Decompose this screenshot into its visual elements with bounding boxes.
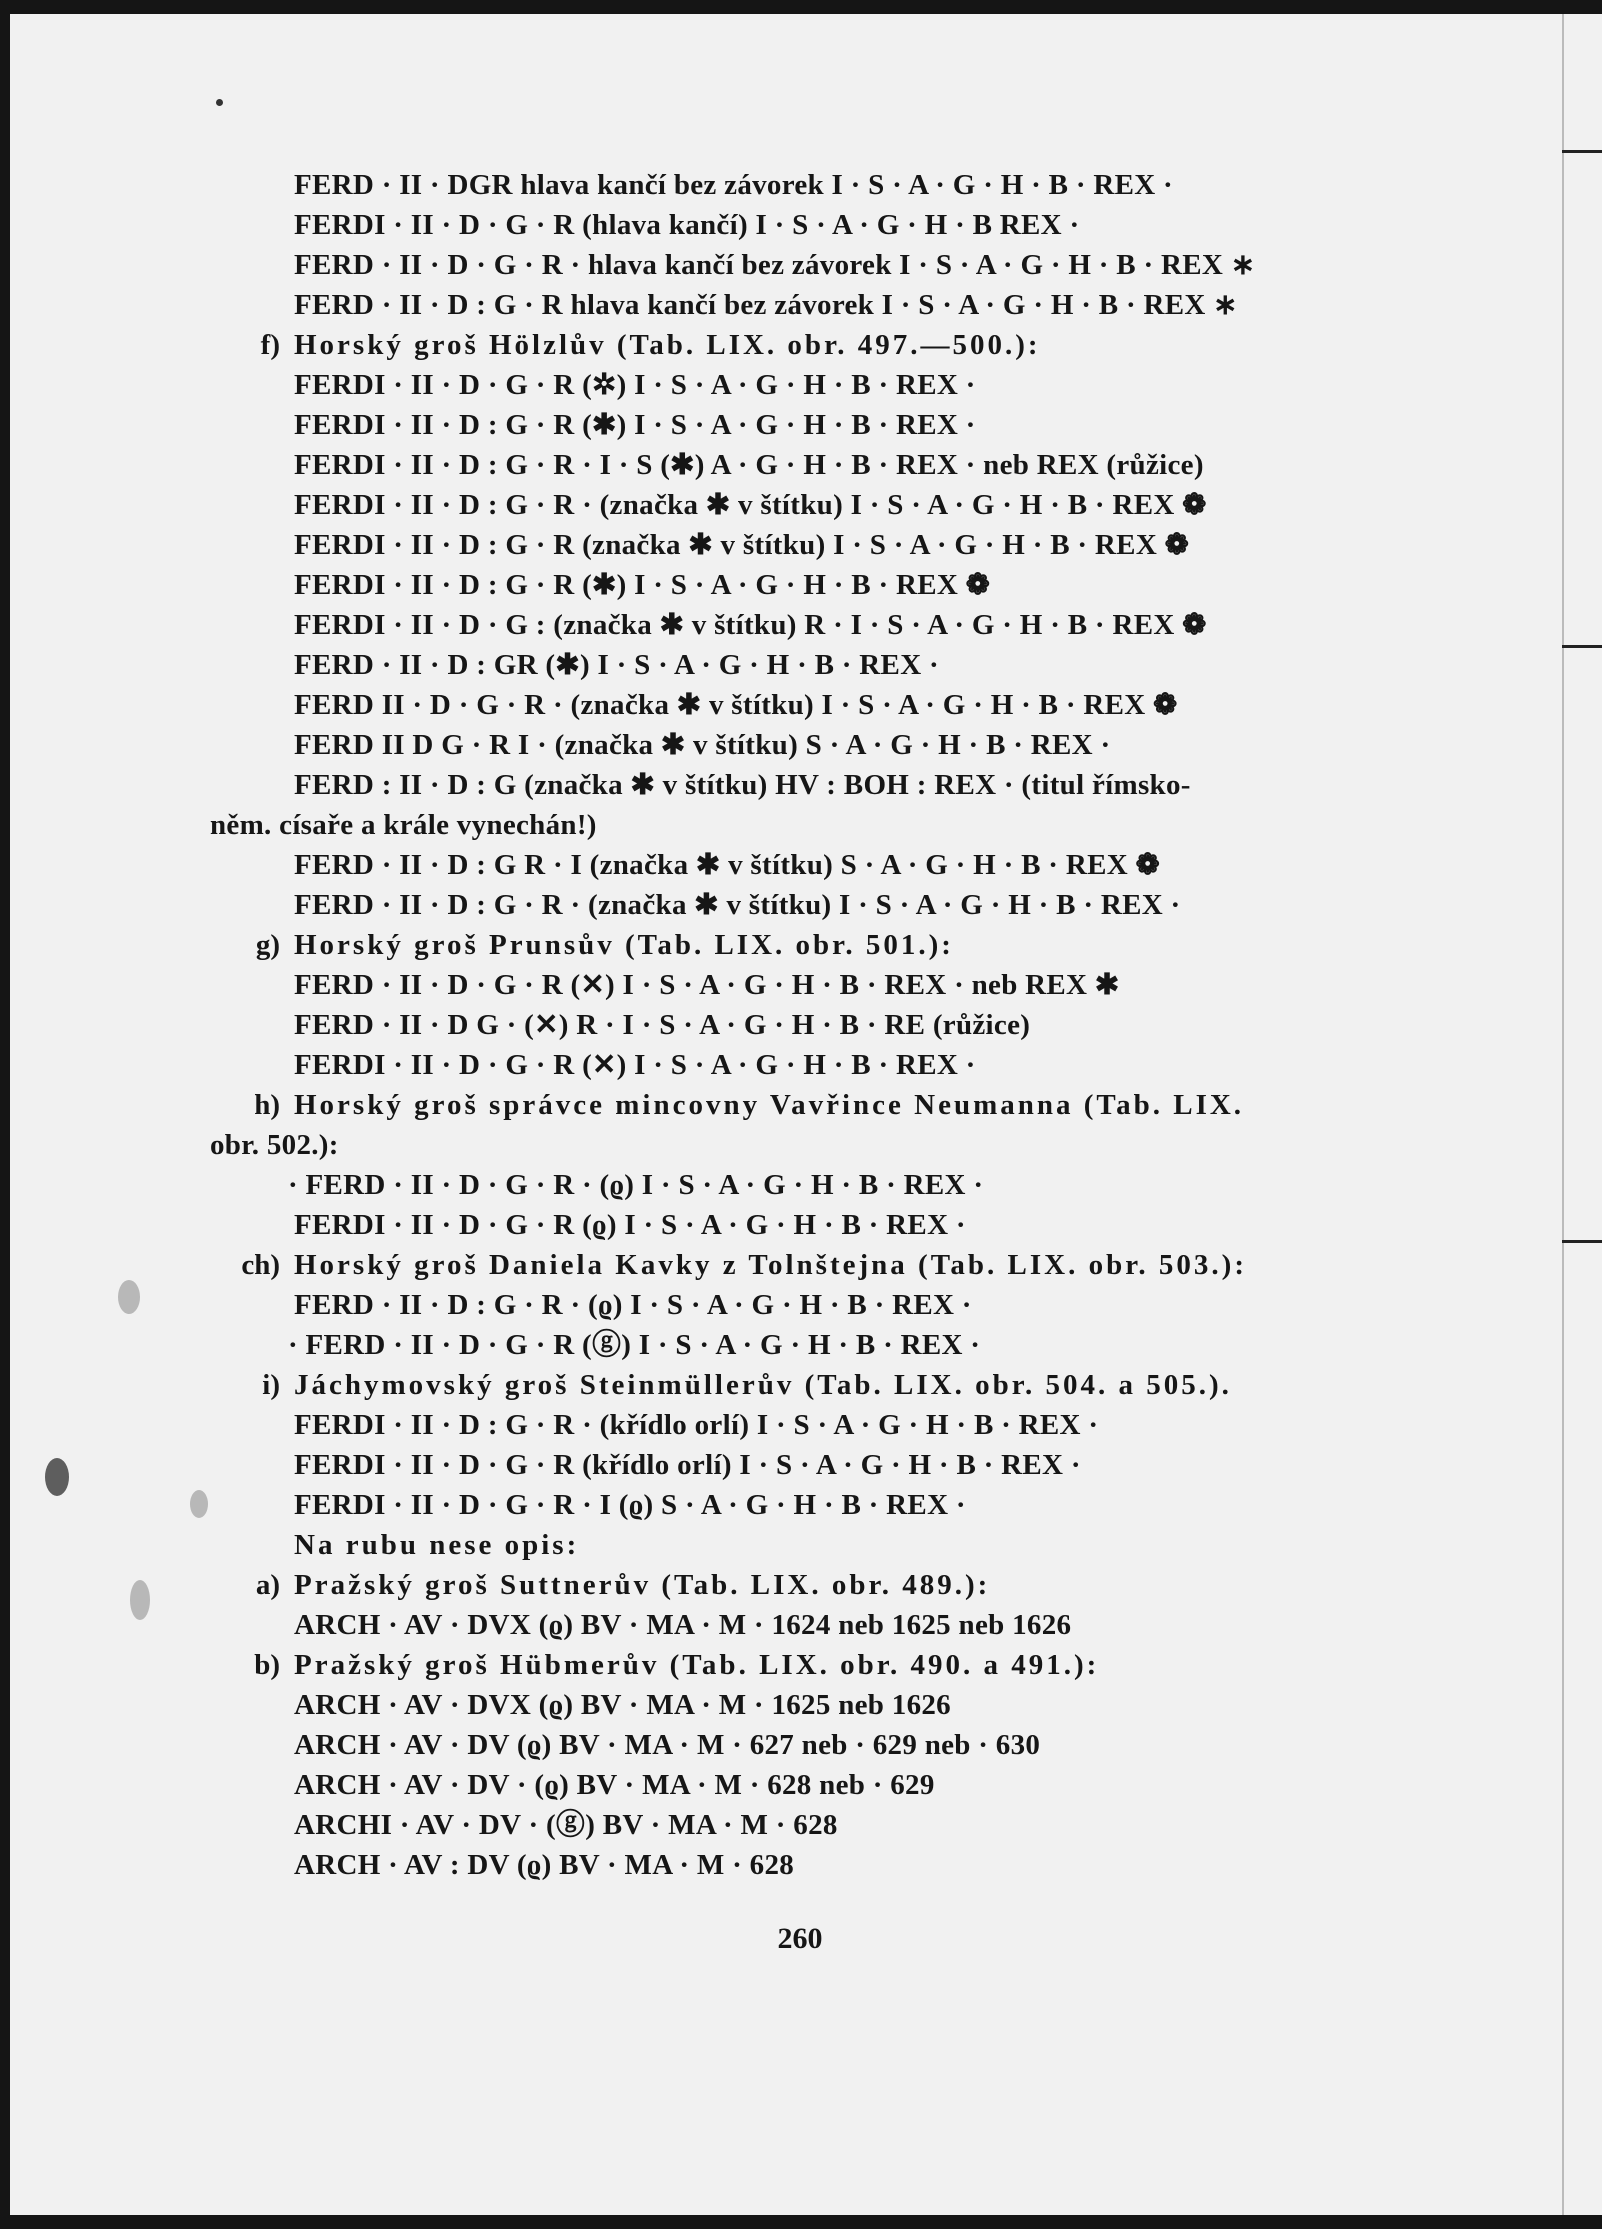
scan-border-left	[0, 0, 10, 2229]
text-line: FERDI · II · D : G · R · (křídlo orlí) I · S · A · G · H · B · REX ·	[294, 1409, 1099, 1441]
section-heading: Horský groš Prunsův (Tab. LIX. obr. 501.):	[294, 929, 954, 961]
text-line: obr. 502.):	[210, 1129, 339, 1161]
text-line: ARCH · AV : DV (ϱ) BV · MA · M · 628	[294, 1849, 795, 1881]
edge-mark	[1562, 645, 1602, 648]
right-page-border	[1562, 0, 1602, 2229]
section-heading: Jáchymovský groš Steinmüllerův (Tab. LIX. obr. 504. a 505.).	[294, 1369, 1232, 1401]
section-label: ch)	[241, 1249, 280, 1281]
scan-border-top	[0, 0, 1602, 14]
section-label: a)	[255, 1569, 280, 1601]
text-line: FERD · II · D : GR (✱) I · S · A · G · H · B · REX ·	[294, 649, 939, 681]
scan-blot	[118, 1280, 140, 1314]
text-line: FERDI · II · D : G · R (✱) I · S · A · G · H · B · REX ·	[294, 409, 976, 441]
section-heading: Horský groš Daniela Kavky z Tolnštejna (Tab. LIX. obr. 503.):	[294, 1249, 1247, 1281]
text-line: FERD · II · D : G · R hlava kančí bez závorek I · S · A · G · H · B · REX ∗	[294, 289, 1238, 321]
text-line: FERD II D G · R I · (značka ✱ v štítku) S · A · G · H · B · REX ·	[294, 729, 1111, 761]
ink-dot	[216, 99, 223, 106]
text-line: ARCH · AV · DVX (ϱ) BV · MA · M · 1625 neb 1626	[294, 1689, 951, 1721]
text-line: FERD · II · D · G · R (✕) I · S · A · G · H · B · REX · neb REX ✱	[294, 969, 1120, 1001]
text-line: FERD · II · D : G R · I (značka ✱ v štítku) S · A · G · H · B · REX ❁	[294, 849, 1161, 881]
section-label: b)	[254, 1649, 280, 1681]
text-line: ARCH · AV · DV (ϱ) BV · MA · M · 627 neb · 629 neb · 630	[294, 1729, 1041, 1761]
text-line: FERD · II · D : G · R · (značka ✱ v štítku) I · S · A · G · H · B · REX ·	[294, 889, 1181, 921]
text-line: FERDI · II · D : G · R · I · S (✱) A · G · H · B · REX · neb REX (růžice)	[294, 449, 1204, 481]
text-line: FERD · II · DGR hlava kančí bez závorek I · S · A · G · H · B · REX ·	[294, 169, 1174, 201]
scan-blot	[130, 1580, 150, 1620]
text-line: FERD · II · D : G · R · (ϱ) I · S · A · G · H · B · REX ·	[294, 1289, 972, 1321]
text-line: FERDI · II · D · G · R (křídlo orlí) I · S · A · G · H · B · REX ·	[294, 1449, 1081, 1481]
section-label: g)	[255, 929, 280, 961]
text-line: FERDI · II · D · G · R (✲) I · S · A · G · H · B · REX ·	[294, 369, 976, 401]
text-line: FERDI · II · D : G · R · (značka ✱ v štítku) I · S · A · G · H · B · REX ❁	[294, 489, 1207, 521]
text-line: FERDI · II · D · G : (značka ✱ v štítku) R · I · S · A · G · H · B · REX ❁	[294, 609, 1207, 641]
text-line: FERD II · D · G · R · (značka ✱ v štítku) I · S · A · G · H · B · REX ❁	[294, 689, 1178, 721]
text-line: · FERD · II · D · G · R · (ϱ) I · S · A · G · H · B · REX ·	[288, 1169, 984, 1201]
text-line: FERD : II · D : G (značka ✱ v štítku) HV : BOH : REX · (titul římsko-	[294, 769, 1191, 801]
scan-blot	[190, 1490, 208, 1518]
scan-blot	[45, 1458, 69, 1496]
text-line: něm. císaře a krále vynechán!)	[210, 809, 597, 841]
section-heading: Na rubu nese opis:	[294, 1529, 580, 1561]
section-label: h)	[254, 1089, 280, 1121]
section-heading: Pražský groš Hübmerův (Tab. LIX. obr. 490. a 491.):	[294, 1649, 1100, 1681]
text-line: FERDI · II · D : G · R (značka ✱ v štítku) I · S · A · G · H · B · REX ❁	[294, 529, 1190, 561]
text-line: ARCHI · AV · DV · (ⓖ) BV · MA · M · 628	[294, 1809, 838, 1841]
edge-mark	[1562, 150, 1602, 153]
text-line: FERDI · II · D · G · R (✕) I · S · A · G · H · B · REX ·	[294, 1049, 976, 1081]
section-label: i)	[262, 1369, 280, 1401]
text-line: FERD · II · D · G · R · hlava kančí bez závorek I · S · A · G · H · B · REX ∗	[294, 249, 1256, 281]
edge-mark	[1562, 1240, 1602, 1243]
section-heading: Pražský groš Suttnerův (Tab. LIX. obr. 489.):	[294, 1569, 991, 1601]
section-label: f)	[260, 329, 280, 361]
section-heading: Horský groš správce mincovny Vavřince Neumanna (Tab. LIX.	[294, 1089, 1245, 1121]
text-line: ARCH · AV · DV · (ϱ) BV · MA · M · 628 neb · 629	[294, 1769, 935, 1801]
text-line: FERDI · II · D · G · R · I (ϱ) S · A · G · H · B · REX ·	[294, 1489, 966, 1521]
text-line: · FERD · II · D · G · R (ⓖ) I · S · A · G · H · B · REX ·	[288, 1329, 981, 1361]
text-line: ARCH · AV · DVX (ϱ) BV · MA · M · 1624 neb 1625 neb 1626	[294, 1609, 1072, 1641]
text-line: FERD · II · D G · (✕) R · I · S · A · G · H · B · RE (růžice)	[294, 1009, 1031, 1041]
page-number: 260	[777, 1922, 823, 1955]
text-line: FERDI · II · D · G · R (ϱ) I · S · A · G · H · B · REX ·	[294, 1209, 966, 1241]
text-line: FERDI · II · D : G · R (✱) I · S · A · G · H · B · REX ❁	[294, 569, 991, 601]
section-heading: Horský groš Hölzlův (Tab. LIX. obr. 497.—500.):	[294, 329, 1041, 361]
text-line: FERDI · II · D · G · R (hlava kančí) I · S · A · G · H · B REX ·	[294, 209, 1080, 241]
scan-border-bottom	[0, 2215, 1602, 2229]
